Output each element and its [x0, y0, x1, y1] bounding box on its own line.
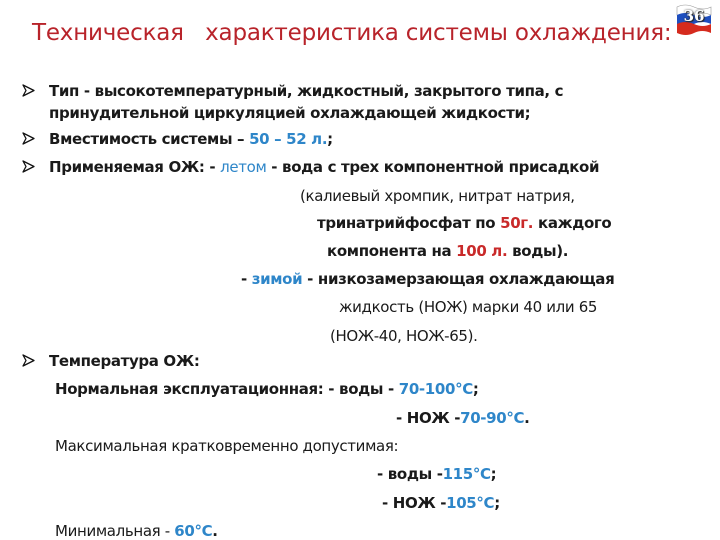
- temp-unit: °С: [506, 409, 525, 427]
- temp-normal-nozh: 70-90: [460, 409, 507, 427]
- coolant-summer-text: - вода с трех компонентной присадкой: [266, 158, 600, 176]
- page-number: 36: [683, 7, 705, 25]
- coolant-line-3a: тринатрийфосфат по: [317, 214, 501, 232]
- temp-min-label: Минимальная -: [55, 522, 175, 540]
- coolant-winter-text: - низкозамерзающая охлаждающая: [302, 270, 615, 288]
- temp-max-water: 115: [442, 465, 473, 483]
- coolant-line-7: (НОЖ-40, НОЖ-65).: [330, 327, 478, 345]
- temp-normal-line: [55, 380, 479, 398]
- temp-period: .: [212, 522, 218, 540]
- capacity-tail: ;: [327, 130, 333, 148]
- capacity-line: [49, 130, 333, 148]
- coolant-label: Применяемая ОЖ: -: [49, 158, 221, 176]
- temp-max-label: Максимальная кратковременно допустимая:: [55, 437, 399, 455]
- temperature-label: Температура ОЖ:: [49, 352, 200, 370]
- temp-semicolon: ;: [494, 494, 500, 512]
- temp-max-water-label: - воды -: [377, 465, 443, 483]
- coolant-line-2: (калиевый хромпик, нитрат натрия,: [300, 187, 575, 205]
- arrow-bullet-icon: [22, 160, 35, 173]
- temp-unit: °С: [472, 465, 491, 483]
- temp-unit: °С: [476, 494, 495, 512]
- page-title: Техническая характеристика системы охлаждения:: [32, 20, 672, 46]
- arrow-bullet-icon: [22, 132, 35, 145]
- temp-period: .: [524, 409, 530, 427]
- temp-min-line: [55, 522, 218, 540]
- coolant-line-4: [327, 242, 568, 260]
- temp-normal-label: Нормальная эксплуатационная: - воды -: [55, 380, 399, 398]
- winter-dash: -: [241, 270, 252, 288]
- temp-semicolon: ;: [472, 380, 479, 398]
- coolant-line-4b: воды).: [507, 242, 569, 260]
- temp-max-nozh-line: [382, 494, 500, 512]
- coolant-summer: летом: [220, 158, 267, 176]
- additive-amount: 50г.: [500, 214, 534, 232]
- temp-normal-nozh-line: [396, 409, 530, 427]
- water-volume: 100 л.: [456, 242, 508, 260]
- temp-semicolon: ;: [490, 465, 497, 483]
- coolant-line-3: [317, 214, 611, 232]
- temp-min-value: 60: [174, 522, 195, 540]
- temp-normal-water: 70-100: [398, 380, 456, 398]
- temp-max-nozh-label: - НОЖ -: [382, 494, 447, 512]
- temp-unit: °С: [194, 522, 213, 540]
- coolant-line-4a: компонента на: [327, 242, 457, 260]
- coolant-line-5: [241, 270, 614, 288]
- arrow-bullet-icon: [22, 354, 35, 367]
- temp-max-water-line: [377, 465, 496, 483]
- coolant-line-3b: каждого: [533, 214, 612, 232]
- temp-unit: °С: [455, 380, 473, 398]
- arrow-bullet-icon: [22, 84, 35, 97]
- coolant-line-6: жидкость (НОЖ) марки 40 или 65: [339, 298, 598, 316]
- capacity-value: 50 – 52 л.: [249, 130, 328, 148]
- temp-normal-nozh-label: - НОЖ -: [396, 409, 461, 427]
- type-line-2: принудительной циркуляцией охлаждающей жидкости;: [49, 104, 531, 122]
- coolant-winter: зимой: [251, 270, 303, 288]
- temp-max-nozh: 105: [446, 494, 477, 512]
- capacity-label: Вместимость системы –: [49, 130, 250, 148]
- coolant-line-1: [49, 158, 599, 176]
- type-line-1: Тип - высокотемпературный, жидкостный, закрытого типа, с: [49, 82, 564, 100]
